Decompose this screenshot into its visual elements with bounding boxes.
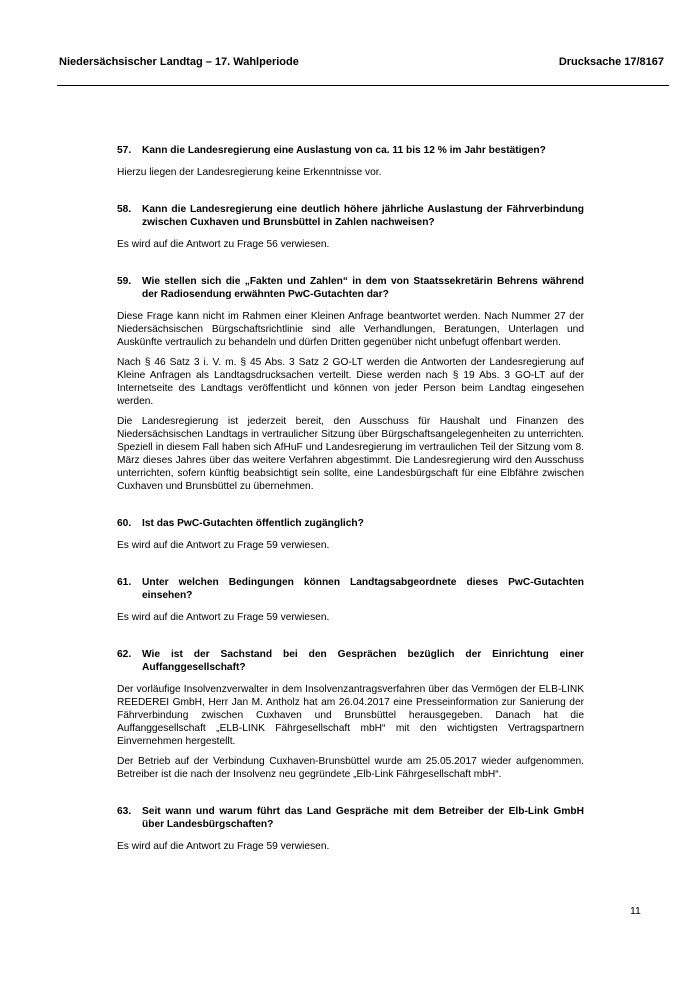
question <box>117 805 584 831</box>
answer-paragraph: Nach § 46 Satz 3 i. V. m. § 45 Abs. 3 Satz 2 GO-LT werden die Antworten der Landesregierung auf Kleine Anfragen als Landtagsdrucksachen verteilt. Diese werden nach § 19 Abs. 3 GO-LT auf der Internetseite des Landtags veröffentlicht und können von jeder Person beim Landtag eingesehen werden. <box>117 357 584 407</box>
section-spacer <box>117 781 584 805</box>
question-text: Seit wann und warum führt das Land Gespräche mit dem Betreiber der Elb-Link GmbH über Landesbürgschaften? <box>142 806 584 830</box>
question-text: Unter welchen Bedingungen können Landtagsabgeordnete dieses PwC-Gutachten einsehen? <box>142 577 584 601</box>
question <box>117 144 584 157</box>
page-number: 11 <box>630 905 641 917</box>
question-text: Kann die Landesregierung eine Auslastung von ca. 11 bis 12 % im Jahr bestätigen? <box>142 145 546 156</box>
answer-paragraph: Die Landesregierung ist jederzeit bereit, den Ausschuss für Haushalt und Finanzen des Niedersächsischen Landtags in vertraulicher Sitzung über Bürgschaftsangelegenheiten zu unterrichten. Speziell in diesem Fall haben sich AfHuF und Landesregierung im vertraulichen Teil der Sitzung vom 8. März dieses Jahres über das weitere Verfahren abgestimmt. Die Landesregierung wird den Ausschuss unterrichten, sofern künftig beabsichtigt sein sollte, eine Landesbürgschaft für eine Elbfähre zwischen Cuxhaven und Brunsbüttel zu übernehmen. <box>117 416 584 492</box>
question-number: 63. <box>117 806 132 817</box>
question-text: Kann die Landesregierung eine deutlich höhere jährliche Auslastung der Fährverbindung zwischen Cuxhaven und Brunsbüttel in Zahlen nachweisen? <box>142 204 584 228</box>
question-text: Wie stellen sich die „Fakten und Zahlen“ in dem von Staatssekretärin Behrens während der Radiosendung erwähnten PwC-Gutachten dar? <box>142 276 584 300</box>
section-spacer <box>117 552 584 576</box>
section-spacer <box>117 251 584 275</box>
main-content <box>117 144 584 853</box>
header-parliament-title: Niedersächsischer Landtag – 17. Wahlperiode <box>59 56 299 68</box>
section-spacer <box>117 624 584 648</box>
header-document-number: Drucksache 17/8167 <box>558 56 664 68</box>
question-number: 57. <box>117 145 132 156</box>
question-number: 59. <box>117 276 132 287</box>
question-number: 60. <box>117 518 132 529</box>
question <box>117 576 584 602</box>
section-spacer <box>117 493 584 517</box>
question-text: Wie ist der Sachstand bei den Gesprächen bezüglich der Einrichtung einer Auffanggesellschaft? <box>142 649 584 673</box>
question-text: Ist das PwC-Gutachten öffentlich zugänglich? <box>142 518 364 529</box>
question-number: 58. <box>117 204 132 215</box>
answer-paragraph: Diese Frage kann nicht im Rahmen einer Kleinen Anfrage beantwortet werden. Nach Nummer 27 der Niedersächsischen Bürgschaftsrichtlinie sind alle Verhandlungen, Beratungen, Unterlagen und Auskünfte vertraulich zu behandeln und dürfen Dritten gegenüber nicht unbefugt offenbart werden. <box>117 311 584 348</box>
answer-paragraph: Es wird auf die Antwort zu Frage 59 verwiesen. <box>117 612 330 623</box>
page-header <box>57 55 669 86</box>
question <box>117 648 584 674</box>
question <box>117 275 584 301</box>
question <box>117 517 584 530</box>
answer-paragraph: Es wird auf die Antwort zu Frage 59 verwiesen. <box>117 540 330 551</box>
answer-paragraph: Der vorläufige Insolvenzverwalter in dem Insolvenzantragsverfahren über das Vermögen der ELB-LINK REEDEREI GmbH, Herr Jan M. Antholz hat am 26.04.2017 eine Presseinformation zur Sanierung der Fährverbindung zwischen Cuxhaven und Brunsbüttel herausgegeben. Danach hat die Auffanggesellschaft „ELB-LINK Fährgesellschaft mbH“ mit den wichtigsten Vertragspartnern Einvernehmen hergestellt. <box>117 684 584 747</box>
question <box>117 203 584 229</box>
answer-paragraph: Es wird auf die Antwort zu Frage 59 verwiesen. <box>117 841 330 852</box>
answer-paragraph: Der Betrieb auf der Verbindung Cuxhaven-Brunsbüttel wurde am 25.05.2017 wieder aufgenommen. Betreiber ist die nach der Insolvenz neu gegründete „Elb-Link Fährgesellschaft mbH“. <box>117 756 584 780</box>
question-number: 61. <box>117 577 132 588</box>
question-number: 62. <box>117 649 132 660</box>
answer-paragraph: Es wird auf die Antwort zu Frage 56 verwiesen. <box>117 239 330 250</box>
answer-paragraph: Hierzu liegen der Landesregierung keine Erkenntnisse vor. <box>117 167 382 178</box>
section-spacer <box>117 179 584 203</box>
